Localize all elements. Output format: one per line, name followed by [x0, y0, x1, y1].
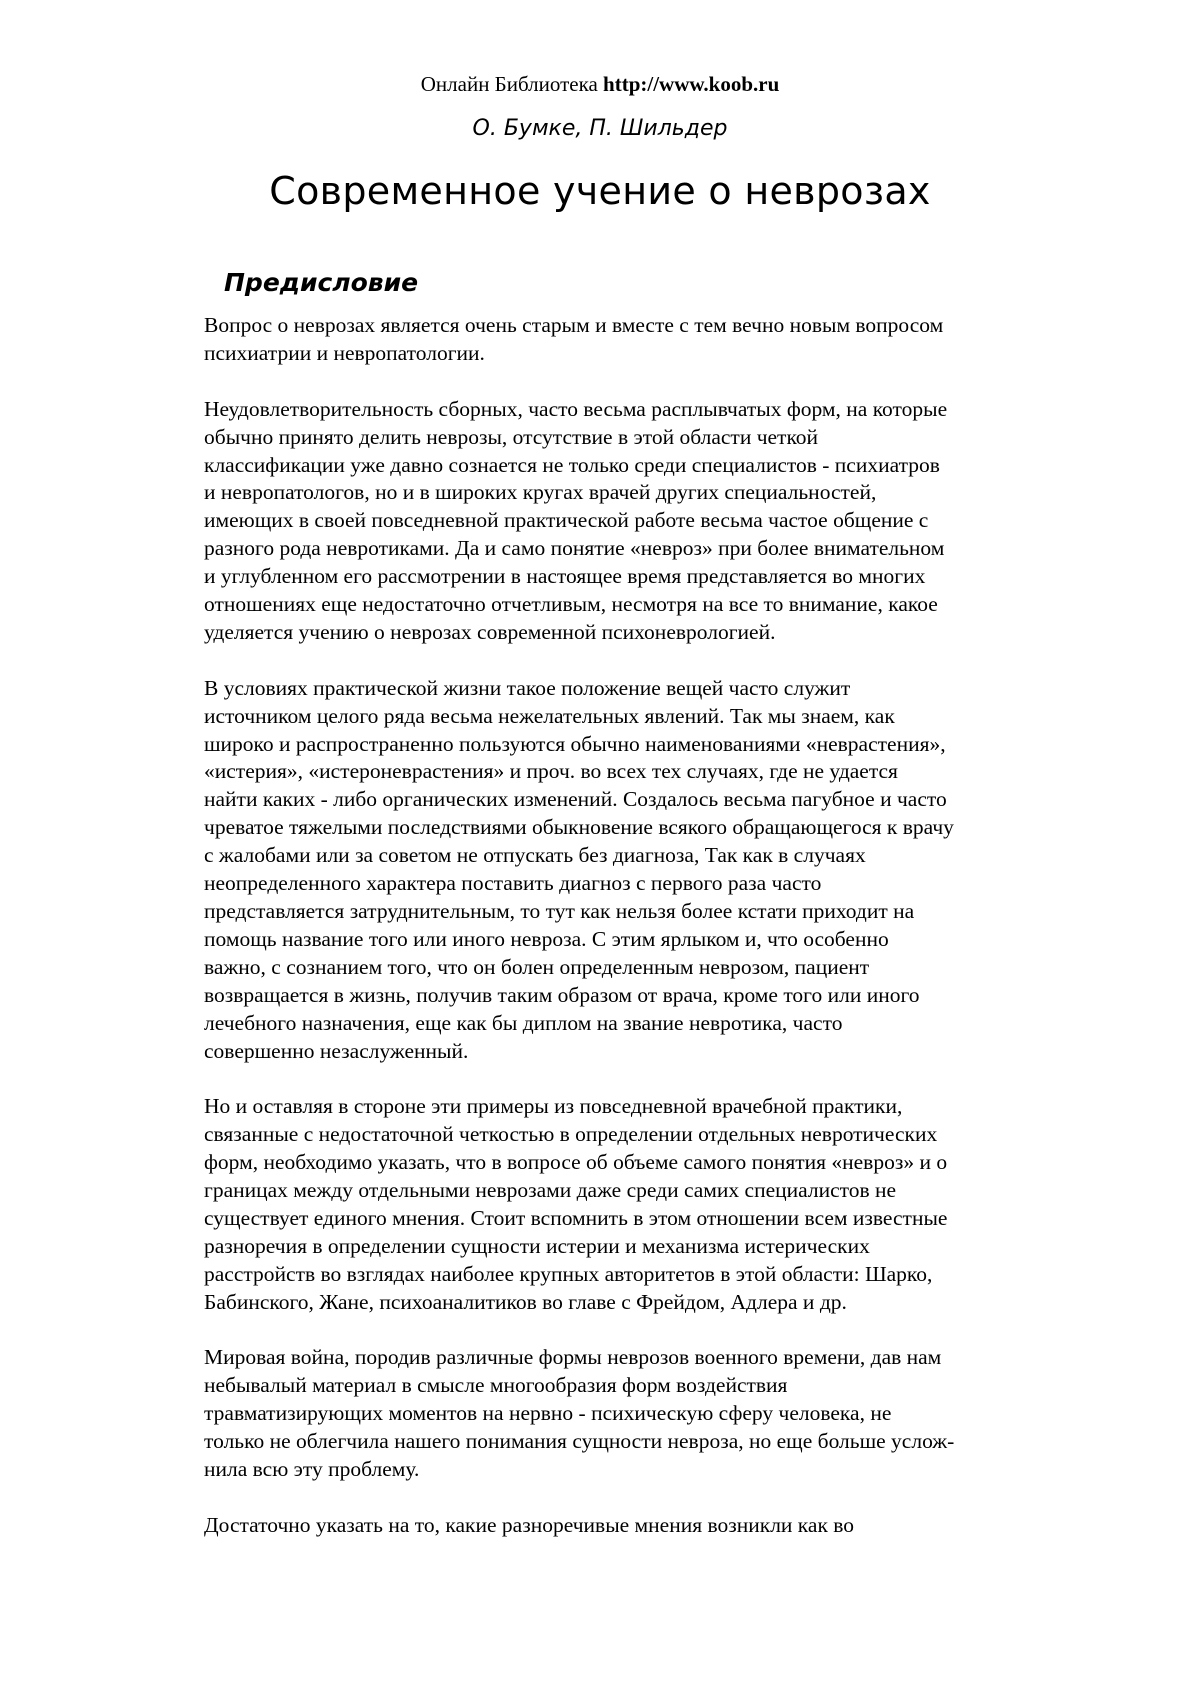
text-line: границах между отдельными неврозами даже среди самих специалистов не: [204, 1178, 897, 1203]
text-line: только не облегчила нашего понимания сущности невроза, но еще больше услож-: [204, 1429, 955, 1454]
text-line: и углубленном его рассмотрении в настоящее время представляется во многих: [204, 564, 926, 589]
text-line: и невропатологов, но и в широких кругах врачей других специальностей,: [204, 480, 877, 505]
text-line: связанные с недостаточной четкостью в определении отдельных невротических: [204, 1122, 938, 1147]
text-line: найти каких - либо органических изменений. Создалось весьма пагубное и часто: [204, 787, 947, 812]
text-line: помощь название того или иного невроза. С этим ярлыком и, что особенно: [204, 926, 889, 951]
text-line: травматизирующих моментов на нервно - психическую сферу человека, не: [204, 1401, 892, 1426]
text-line: возвращается в жизнь, получив таким образом от врача, кроме того или иного: [204, 982, 920, 1007]
text-line: классификации уже давно сознается не только среди специалистов - психиатров: [204, 452, 940, 477]
text-line: лечебного назначения, еще как бы диплом на звание невротика, часто: [204, 1010, 843, 1035]
text-line: имеющих в своей повседневной практической работе весьма частое общение с: [204, 508, 929, 533]
book-title: Современное учение о неврозах: [269, 169, 931, 213]
text-line: Неудовлетворительность сборных, часто весьма расплывчатых форм, на которые: [204, 396, 948, 421]
text-line: источником целого ряда весьма нежелательных явлений. Так мы знаем, как: [204, 703, 895, 728]
text-line: важно, с сознанием того, что он болен определенным неврозом, пациент: [204, 954, 870, 979]
text-line: форм, необходимо указать, что в вопросе об объеме самого понятия «невроз» и о: [204, 1150, 948, 1175]
library-url[interactable]: http://www.koob.ru: [603, 72, 780, 96]
text-line: неопределенного характера поставить диагноз с первого раза часто: [204, 871, 822, 896]
text-line: обычно принято делить неврозы, отсутствие в этой области четкой: [204, 424, 819, 449]
text-line: уделяется учению о неврозах современной психоневрологией.: [204, 619, 776, 644]
text-line: психиатрии и невропатологии.: [204, 340, 485, 365]
text-line: чреватое тяжелыми последствиями обыкновение всякого обращающегося к врачу: [204, 815, 954, 840]
text-line: Вопрос о неврозах является очень старым и вместе с тем вечно новым вопросом: [204, 313, 944, 337]
paragraph: [204, 1344, 1084, 1484]
text-line: совершенно незаслуженный.: [204, 1038, 469, 1063]
authors: О. Бумке, П. Шильдер: [472, 116, 728, 141]
text-line: разноречия в определении сущности истерии и механизма истерических: [204, 1233, 870, 1258]
paragraph: [204, 396, 1084, 647]
text-line: В условиях практической жизни такое положение вещей часто служит: [204, 675, 851, 700]
text-line: отношениях еще недостаточно отчетливым, несмотря на все то внимание, какое: [204, 592, 938, 617]
text-line: «истерия», «истероневрастения» и проч. во всех тех случаях, где не удается: [204, 759, 898, 784]
library-label: Онлайн Библиотека: [420, 72, 604, 96]
body-text: [204, 312, 1084, 1568]
paragraph: [204, 312, 1084, 368]
library-header: [0, 70, 1200, 98]
text-line: расстройств во взглядах наиболее крупных авторитетов в этой области: Шарко,: [204, 1261, 933, 1286]
text-line: Бабинского, Жане, психоаналитиков во главе с Фрейдом, Адлера и др.: [204, 1289, 847, 1314]
paragraph: [204, 1512, 1084, 1540]
text-line: разного рода невротиками. Да и само понятие «невроз» при более внимательном: [204, 536, 945, 561]
text-line: представляется затруднительным, то тут как нельзя более кстати приходит на: [204, 899, 915, 923]
paragraph: [204, 675, 1084, 1066]
text-line: нила всю эту проблему.: [204, 1457, 420, 1482]
section-title: Предисловие: [224, 268, 419, 297]
text-line: Достаточно указать на то, какие разноречивые мнения возникли как во: [204, 1512, 855, 1537]
text-line: широко и распространенно пользуются обычно наименованиями «неврастения»,: [204, 731, 946, 756]
text-line: существует единого мнения. Стоит вспомнить в этом отношении всем известные: [204, 1205, 948, 1230]
text-line: Мировая война, породив различные формы неврозов военного времени, дав нам: [204, 1345, 942, 1370]
paragraph: [204, 1093, 1084, 1316]
text-line: с жалобами или за советом не отпускать без диагноза, Так как в случаях: [204, 843, 866, 868]
text-line: Но и оставляя в стороне эти примеры из повседневной врачебной практики,: [204, 1094, 903, 1119]
text-line: небывалый материал в смысле многообразия форм воздействия: [204, 1373, 788, 1398]
